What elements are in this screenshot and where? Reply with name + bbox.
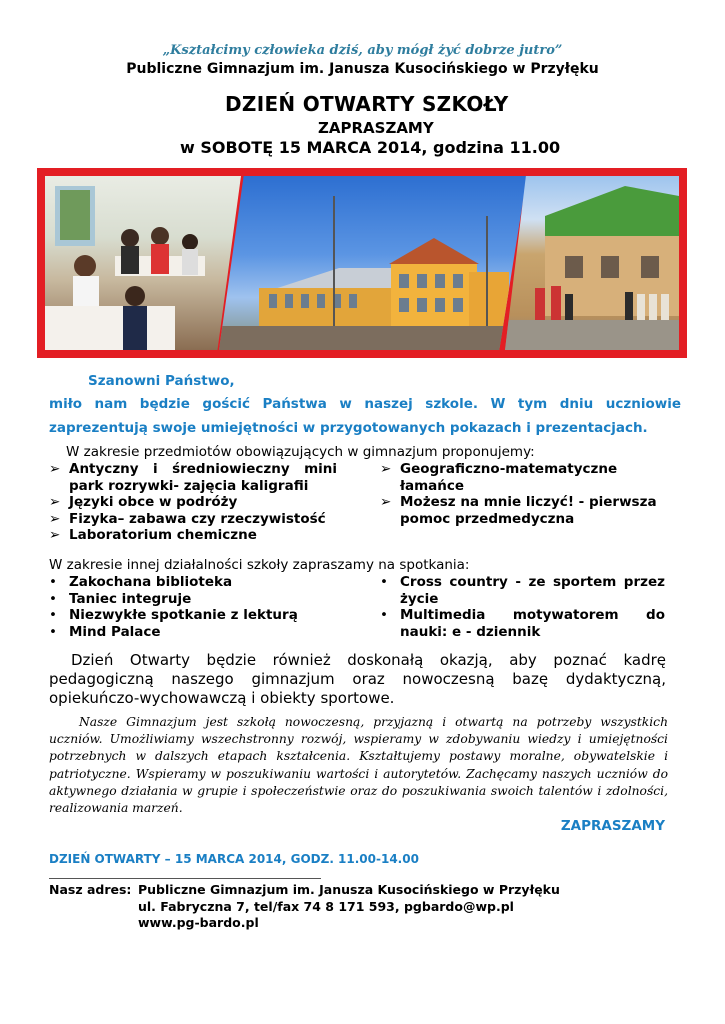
subjects-list-left	[49, 461, 337, 544]
arrow-bullet-icon: ➢	[380, 461, 392, 477]
divider	[49, 878, 321, 879]
list-item: ➢ Antyczny i średniowieczny mini park rozrywki- zajęcia kaligrafii	[49, 461, 337, 494]
invite-heading: ZAPRASZAMY	[318, 119, 434, 137]
arrow-bullet-icon: ➢	[49, 527, 61, 543]
classroom-photo	[45, 176, 241, 350]
bullet-dot-icon: •	[49, 574, 57, 590]
list-item: • Taniec integruje	[49, 590, 192, 607]
list-item: ➢ Możesz na mnie liczyć! - pierwsza pomoc przedmedyczna	[380, 494, 657, 527]
intro-text	[49, 392, 681, 440]
activities-list-right	[380, 574, 665, 640]
address-block	[49, 882, 560, 932]
list-item: • Multimedia motywatorem do nauki: e - dziennik	[380, 607, 665, 640]
list-item: ➢ Fizyka– zabawa czy rzeczywistość	[49, 510, 326, 527]
page-title: DZIEŃ OTWARTY SZKOŁY	[225, 92, 509, 116]
closing-invite: ZAPRASZAMY	[560, 818, 665, 834]
school-motto: „Kształcimy człowieka dziś, aby mógł żyć dobrze jutro”	[162, 43, 563, 58]
arrow-bullet-icon: ➢	[49, 461, 61, 477]
event-time-line: DZIEŃ OTWARTY – 15 MARCA 2014, GODZ. 11.00-14.00	[49, 852, 419, 866]
greeting: Szanowni Państwo,	[88, 373, 235, 389]
activities-list-left	[49, 574, 337, 640]
subjects-list-right	[380, 461, 670, 527]
bullet-dot-icon: •	[380, 574, 388, 590]
website-link[interactable]: www.pg-bardo.pl	[138, 915, 259, 930]
list-item: ➢ Języki obce w podróży	[49, 494, 238, 510]
list-item: ➢ Geograficzno-matematyczne łamańce	[380, 461, 618, 494]
address-line-1: Publiczne Gimnazjum im. Janusza Kusocińskiego w Przyłęku	[138, 882, 560, 897]
address-line-2: ul. Fabryczna 7, tel/fax 74 8 171 593, pgbardo@wp.pl	[138, 898, 514, 914]
list-item: • Cross country - ze sportem przez życie	[380, 574, 665, 607]
subjects-heading: W zakresie przedmiotów obowiązujących w gimnazjum proponujemy:	[66, 444, 535, 460]
intro-line-2: zaprezentują swoje umiejętności w przygotowanych pokazach i prezentacjach.	[49, 420, 648, 436]
list-item: ➢ Laboratorium chemiczne	[49, 527, 257, 543]
activities-heading: W zakresie innej działalności szkoły zapraszamy na spotkania:	[49, 557, 470, 573]
bullet-dot-icon: •	[380, 607, 388, 623]
school-description: Nasze Gimnazjum jest szkołą nowoczesną, przyjazną i otwartą na potrzeby wszystkich uczniów. Umożliwiamy wszechstronny rozwój, wspieramy w zdobywaniu wiedzy i umiejętności potrzebnych w dalszych etapach kształcenia. Kształtujemy postawy moralne, obywatelskie i patriotyczne. Wspieramy w poszukiwaniu wartości i autorytetów. Zachęcamy naszych uczniów do aktywnego działania w grupie i społeczeństwie oraz do poszukiwania swoich talentów i zdolności, realizowania marzeń.	[49, 715, 668, 816]
intro-line-1: miło nam będzie gościć Państwa w naszej szkole. W tym dniu uczniowie	[49, 396, 681, 412]
list-item: • Niezwykłe spotkanie z lekturą	[49, 607, 298, 623]
event-date-heading: w SOBOTĘ 15 MARCA 2014, godzina 11.00	[180, 138, 561, 157]
bullet-dot-icon: •	[49, 590, 57, 607]
arrow-bullet-icon: ➢	[49, 510, 61, 527]
address-label: Nasz adres:	[49, 882, 132, 897]
list-item: • Zakochana biblioteka	[49, 574, 233, 590]
bullet-dot-icon: •	[49, 607, 57, 623]
open-day-paragraph: Dzień Otwarty będzie również doskonałą okazją, aby poznać kadrę pedagogiczną naszego gimnazjum oraz nowoczesną bazę dydaktyczną, opiekuńczo-wychowawczą i obiekty sportowe.	[49, 651, 666, 707]
arrow-bullet-icon: ➢	[380, 494, 392, 510]
school-name: Publiczne Gimnazjum im. Janusza Kusocińskiego w Przyłęku	[126, 61, 599, 77]
photo-banner	[37, 168, 687, 358]
ceremony-photo	[505, 176, 679, 350]
bullet-dot-icon: •	[49, 623, 57, 640]
school-building-photo	[219, 176, 527, 350]
arrow-bullet-icon: ➢	[49, 494, 61, 510]
list-item: • Mind Palace	[49, 623, 161, 640]
